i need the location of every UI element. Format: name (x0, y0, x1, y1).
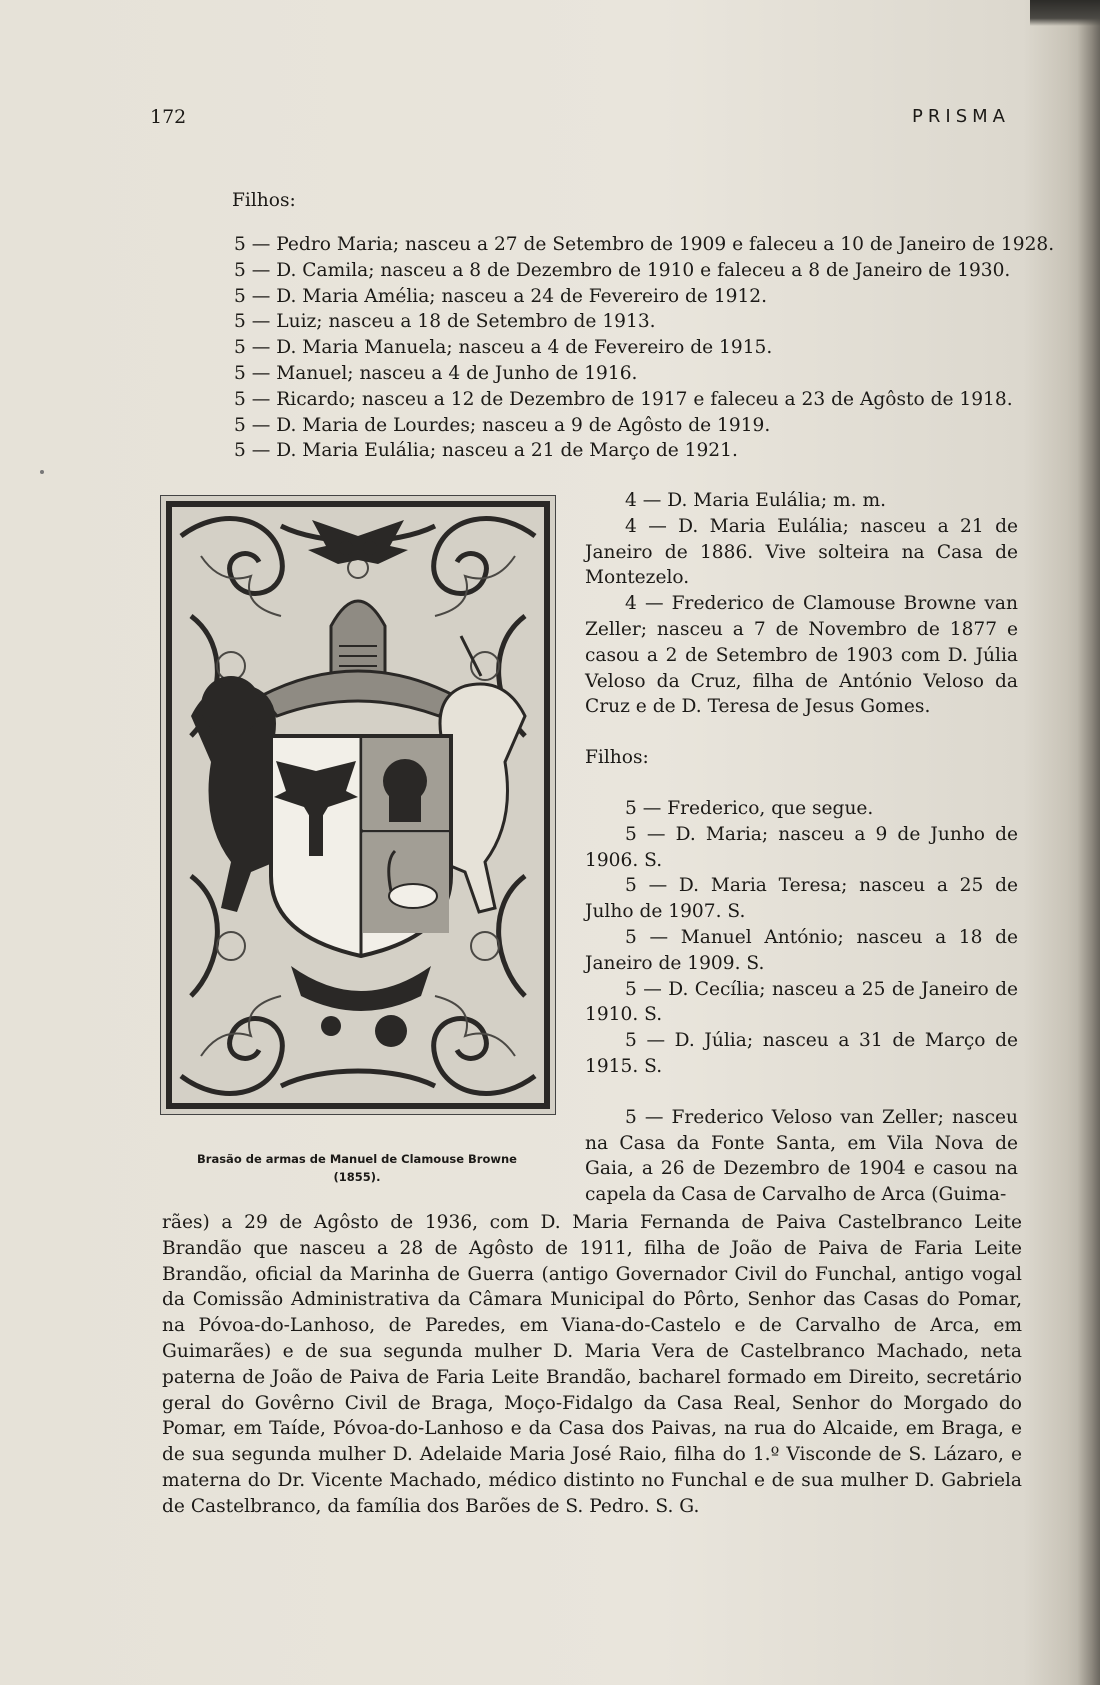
list-item: 5 — Pedro Maria; nasceu a 27 de Setembro de 1909 e faleceu a 10 de Janeiro de 1928. (234, 234, 1055, 255)
list-item: 5 — Manuel António; nasceu a 18 de Janeiro de 1909. S. (585, 926, 1018, 974)
spacer (585, 1080, 1018, 1105)
children-label: Filhos: (585, 747, 649, 769)
figure-caption (160, 1150, 554, 1186)
list-item: 5 — D. Maria Teresa; nasceu a 25 de Julho de 1907. S. (585, 875, 1018, 923)
list-item: 5 — D. Maria Eulália; nasceu a 21 de Março de 1921. (234, 440, 738, 462)
spacer (585, 771, 1018, 796)
list-item: 5 — Frederico, que segue. (625, 797, 874, 819)
running-title: PRISMA (912, 106, 1010, 127)
caption-line: Brasão de armas de Manuel de Clamouse Browne (197, 1152, 517, 1166)
list-item: 5 — D. Maria; nasceu a 9 de Junho de 1906. S. (585, 823, 1018, 871)
spacer (585, 720, 1018, 745)
entry-frederico-veloso: 5 — Frederico Veloso van Zeller; nasceu na Casa da Fonte Santa, em Vila Nova de Gaia, a 26 de Dezembro de 1904 e casou na capela da Casa de Carvalho de Arca (Guima- (585, 1106, 1018, 1206)
list-item: 5 — D. Maria Amélia; nasceu a 24 de Fevereiro de 1912. (234, 285, 768, 307)
list-item: 5 — D. Maria de Lourdes; nasceu a 9 de Agôsto de 1919. (234, 414, 771, 436)
list-item: 5 — Manuel; nasceu a 4 de Junho de 1916. (234, 362, 638, 384)
book-spine-shadow (1078, 0, 1100, 1685)
page-speck (40, 470, 44, 474)
list-item: 5 — Ricardo; nasceu a 12 de Dezembro de 1917 e faleceu a 23 de Agôsto de 1918. (234, 388, 1013, 410)
list-item: 5 — D. Maria Manuela; nasceu a 4 de Fevereiro de 1915. (234, 337, 773, 359)
caption-year: (1855). (333, 1170, 381, 1184)
coat-of-arms-illustration (161, 496, 555, 1114)
page-corner-shadow (1030, 0, 1100, 26)
entry-maria-eulalia: 4 — D. Maria Eulália; nasceu a 21 de Janeiro de 1886. Vive solteira na Casa de Montezelo. (585, 515, 1018, 589)
entry-frederico-clamouse: 4 — Frederico de Clamouse Browne van Zeller; nasceu a 7 de Novembro de 1877 e casou a 2 de Setembro de 1903 com D. Júlia Veloso da Cruz, filha de António Veloso da Cruz e de D. Teresa de Jesus Gomes. (585, 593, 1018, 718)
list-item: 5 — D. Camila; nasceu a 8 de Dezembro de 1910 e faleceu a 8 de Janeiro de 1930. (234, 259, 1011, 281)
children-list (234, 232, 1055, 464)
coat-of-arms-figure (160, 495, 556, 1115)
right-column (585, 488, 1018, 1208)
list-item: 5 — Luiz; nasceu a 18 de Setembro de 1913. (234, 311, 656, 333)
list-item: 5 — D. Cecília; nasceu a 25 de Janeiro de 1910. S. (585, 978, 1018, 1026)
list-item: 5 — D. Júlia; nasceu a 31 de Março de 1915. S. (585, 1030, 1018, 1077)
children-label: Filhos: (232, 190, 296, 211)
page-number: 172 (150, 106, 187, 128)
body-paragraph: rães) a 29 de Agôsto de 1936, com D. Maria Fernanda de Paiva Castelbranco Leite Brandão que nasceu a 28 de Agôsto de 1911, filha de João de Paiva de Faria Leite Brandão, oficial da Marinha de Guerra (antigo Governador Civil do Funchal, antigo vogal da Comissão Administrativa da Câmara Municipal do Pôrto, Senhor das Casas do Pomar, na Póvoa-do-Lanhoso, de Paredes, em Viana-do-Castelo e de Carvalho de Arca, em Guimarães) e de sua segunda mulher D. Maria Vera de Castelbranco Machado, neta paterna de João de Paiva de Faria Leite Brandão, bacharel formado em Direito, secretário geral do Govêrno Civil de Braga, Moço-Fidalgo da Casa Real, Senhor do Morgado do Pomar, em Taíde, Póvoa-do-Lanhoso e da Casa dos Paivas, na rua do Alcaide, em Braga, e de sua segunda mulher D. Adelaide Maria José Raio, filha do 1.º Visconde de S. Lázaro, e materna do Dr. Vicente Machado, médico distinto no Funchal e de sua mulher D. Gabriela de Castelbranco, da família dos Barões de S. Pedro. S. G. (162, 1212, 1022, 1517)
entry-maria-eulalia-mm: 4 — D. Maria Eulália; m. m. (625, 490, 886, 511)
